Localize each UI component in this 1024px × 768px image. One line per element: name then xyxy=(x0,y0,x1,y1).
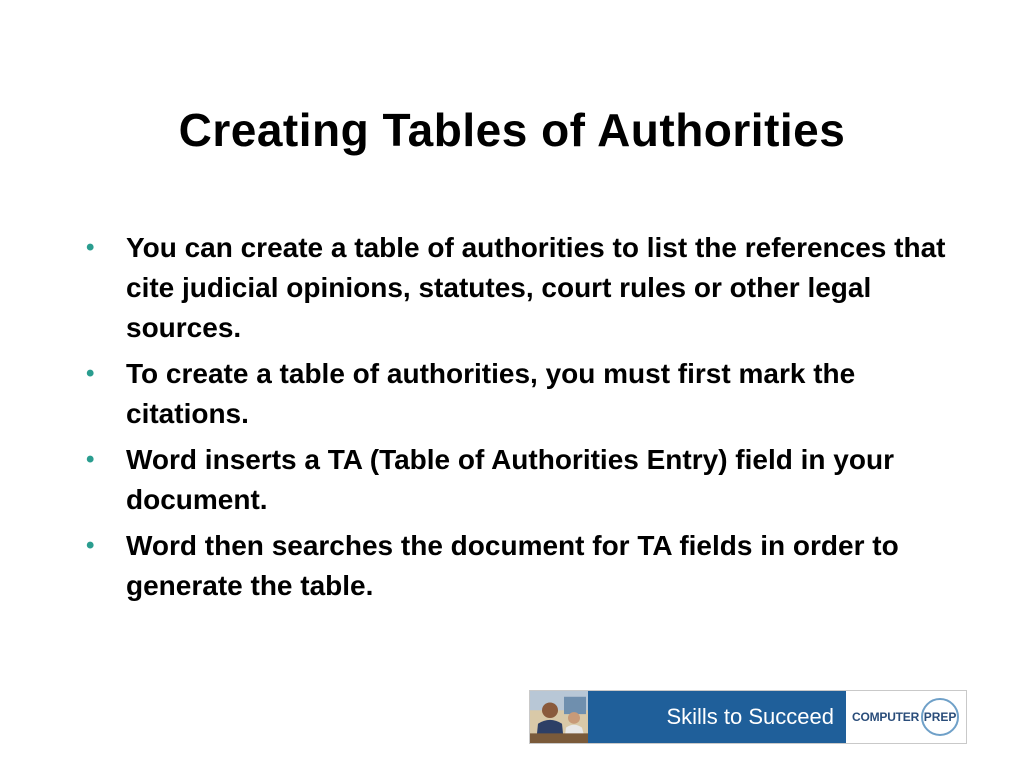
slide-title: Creating Tables of Authorities xyxy=(178,104,846,156)
bullet-item xyxy=(84,354,974,434)
footer-banner xyxy=(529,690,967,744)
bullet-list xyxy=(84,228,974,612)
bullet-dot-icon: • xyxy=(86,234,95,261)
bullet-dot-icon: • xyxy=(86,532,95,559)
bullet-text: Word inserts a TA (Table of Authorities Entry) field in your document. xyxy=(126,444,894,515)
logo-word: COMPUTER xyxy=(852,710,920,724)
logo-badge: PREP xyxy=(921,698,959,736)
bullet-text: Word then searches the document for TA fields in order to generate the table. xyxy=(126,530,899,601)
computer-prep-logo xyxy=(846,691,966,743)
banner-tagline-panel xyxy=(588,691,846,743)
bullet-dot-icon: • xyxy=(86,446,95,473)
bullet-text: To create a table of authorities, you must first mark the citations. xyxy=(126,358,856,429)
banner-tagline: Skills to Succeed xyxy=(666,704,834,729)
bullet-text: You can create a table of authorities to list the references that cite judicial opinions, statutes, court rules or other legal sources. xyxy=(126,232,946,343)
bullet-item xyxy=(84,526,974,606)
bullet-dot-icon: • xyxy=(86,360,95,387)
bullet-item xyxy=(84,440,974,520)
people-at-computer-photo xyxy=(530,691,588,743)
bullet-item xyxy=(84,228,974,348)
